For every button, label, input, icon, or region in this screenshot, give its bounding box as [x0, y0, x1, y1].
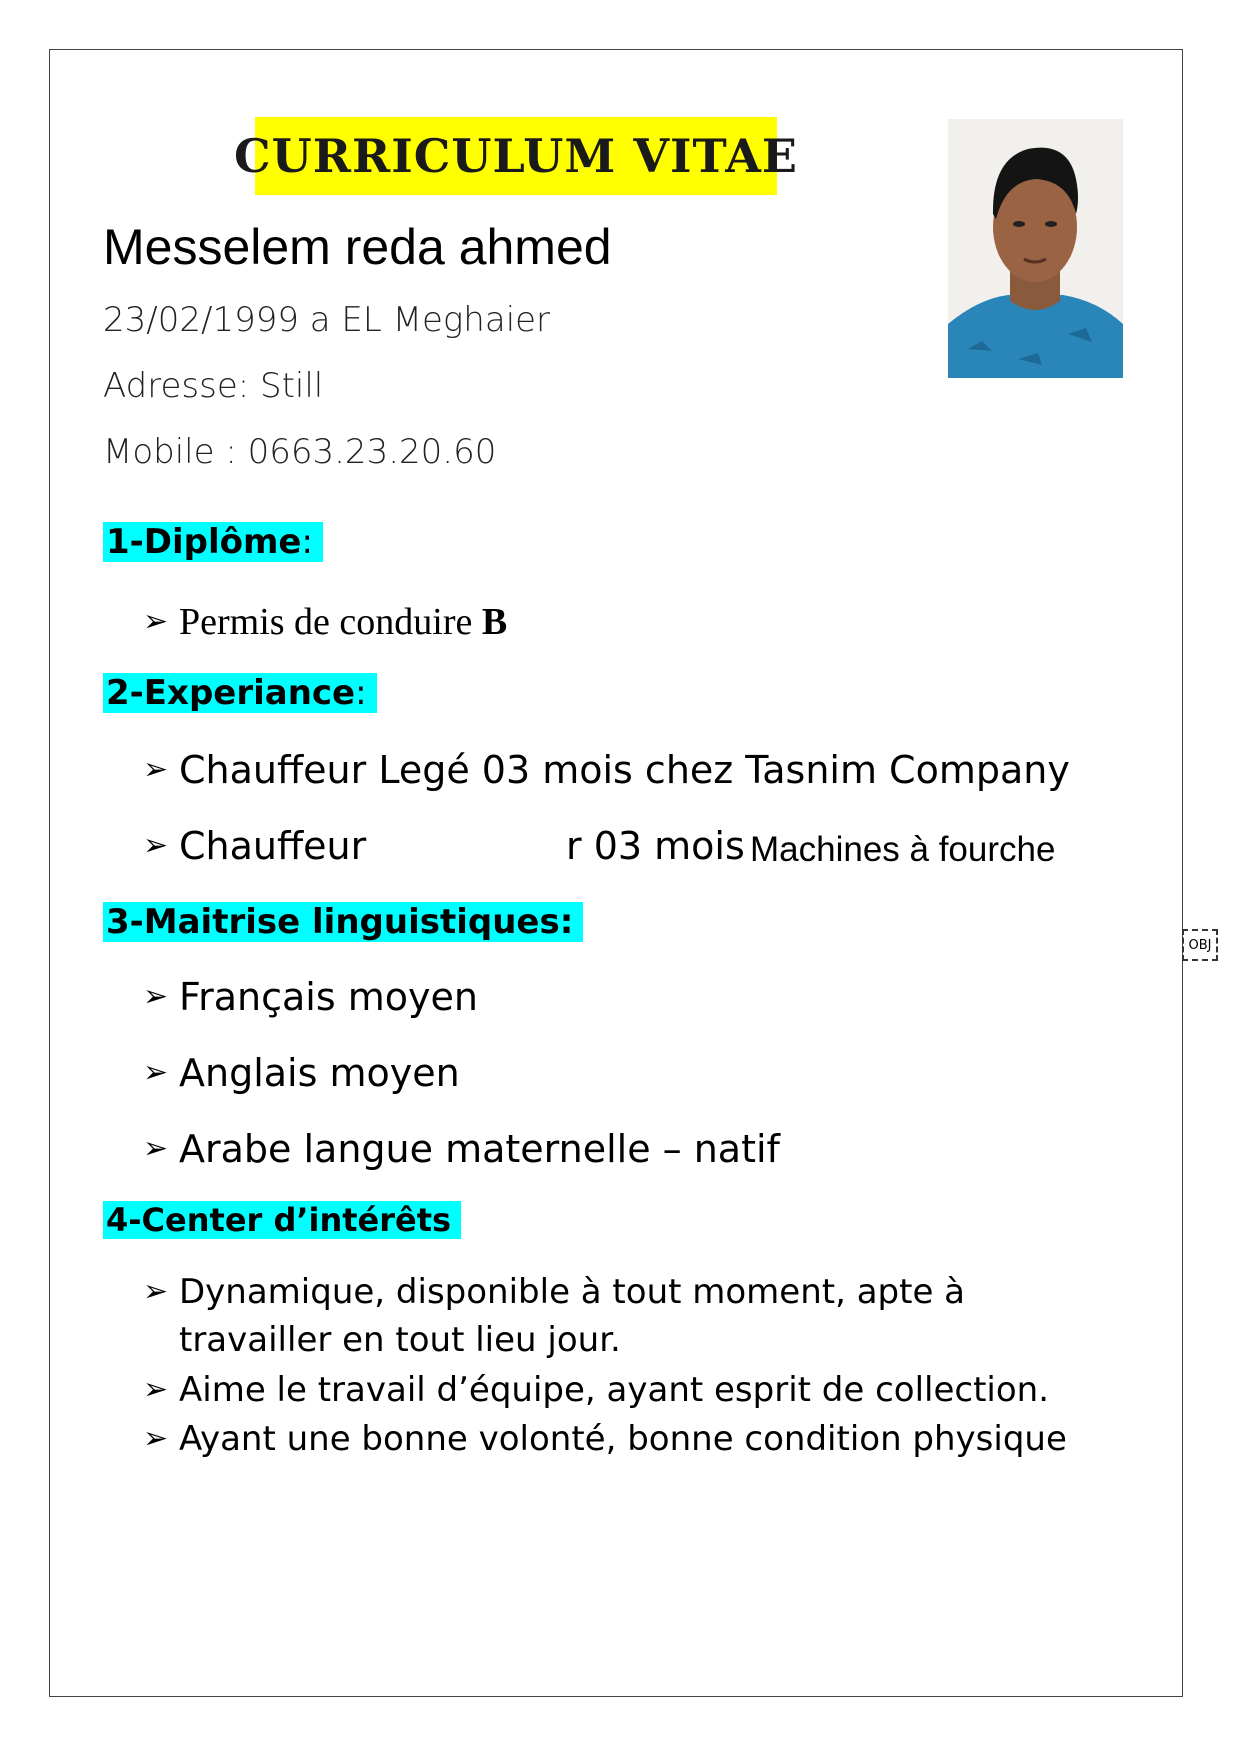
list-item-langue-3: ➢ Arabe langue maternelle – natif — [143, 1127, 780, 1171]
arrowhead-bullet-icon: ➢ — [143, 1372, 169, 1407]
arrowhead-bullet-icon: ➢ — [143, 1131, 169, 1166]
portrait-photo — [948, 119, 1123, 378]
list-item-experience-2: ➢ Chauffeur — [143, 824, 367, 868]
list-item-interet-3: ➢ Ayant une bonne volonté, bonne condition physique — [143, 1415, 1067, 1463]
mobile-info: Mobile : 0663.23.20.60 — [103, 432, 497, 472]
address-info: Adresse: Still — [103, 366, 324, 406]
section-heading-interets: 4-Center d’intérêts — [103, 1195, 461, 1245]
arrowhead-bullet-icon: ➢ — [143, 604, 169, 639]
arrowhead-bullet-icon: ➢ — [143, 1055, 169, 1090]
arrowhead-bullet-icon: ➢ — [143, 1274, 169, 1309]
embedded-object-marker[interactable]: OBJ — [1182, 929, 1218, 961]
list-item-experience-1: ➢ Chauffeur Legé 03 mois chez Tasnim Company — [143, 748, 1070, 792]
list-item-interet-1: ➢ Dynamique, disponible à tout moment, apte à travailler en tout lieu jour. — [143, 1268, 965, 1364]
list-item-interet-2: ➢ Aime le travail d’équipe, ayant esprit de collection. — [143, 1366, 1049, 1414]
list-item-langue-2: ➢ Anglais moyen — [143, 1051, 460, 1095]
birth-info: 23/02/1999 a EL Meghaier — [103, 300, 551, 340]
arrowhead-bullet-icon: ➢ — [143, 752, 169, 787]
cv-title: CURRICULUM VITAE — [255, 117, 777, 195]
section-heading-experience: 2-Experiance: — [103, 668, 377, 718]
arrowhead-bullet-icon: ➢ — [143, 1421, 169, 1456]
arrowhead-bullet-icon: ➢ — [143, 828, 169, 863]
section-heading-langues: 3-Maitrise linguistiques: — [103, 897, 583, 947]
arrowhead-bullet-icon: ➢ — [143, 979, 169, 1014]
experience-2-machines: Machines à fourche — [750, 830, 1056, 869]
list-item-permis: ➢ Permis de conduire B — [143, 598, 507, 646]
section-heading-diplome: 1-Diplôme: — [103, 517, 323, 567]
experience-2-fragment: r 03 mois — [566, 824, 745, 868]
candidate-name: Messelem reda ahmed — [103, 219, 612, 275]
list-item-langue-1: ➢ Français moyen — [143, 975, 478, 1019]
